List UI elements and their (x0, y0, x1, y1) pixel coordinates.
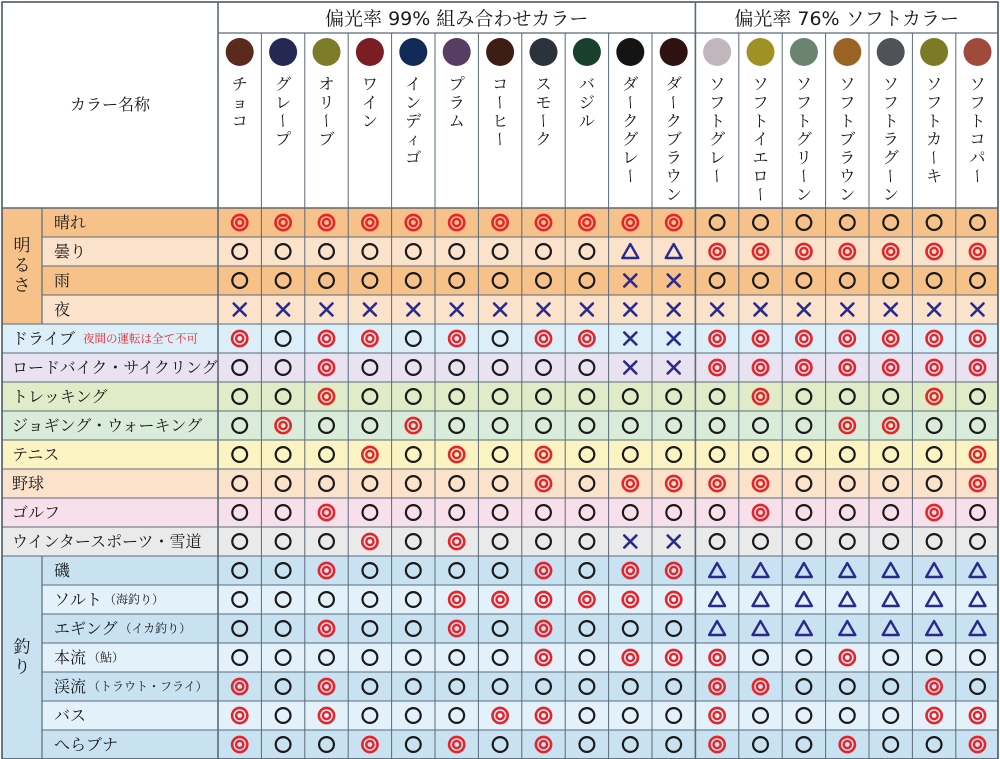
svg-text:バ: バ (578, 74, 595, 94)
svg-text:ダ: ダ (622, 74, 639, 94)
svg-text:ー: ー (881, 167, 901, 185)
color-swatch-6 (443, 38, 471, 66)
svg-text:コ: コ (231, 111, 248, 131)
row-background (2, 237, 998, 266)
row-note: （海釣り） (104, 592, 165, 607)
group1-title: 偏光率 99% 組み合わせカラー (325, 8, 589, 30)
svg-text:オ: オ (318, 74, 335, 94)
svg-text:ー: ー (490, 94, 510, 111)
svg-text:ン: ン (839, 184, 856, 204)
svg-text:フ: フ (882, 92, 899, 112)
color-swatch-3 (313, 38, 341, 66)
color-swatch-18 (964, 38, 992, 66)
svg-text:ソ: ソ (882, 74, 899, 94)
svg-text:ト: ト (839, 111, 856, 131)
svg-text:コ: コ (492, 74, 509, 94)
svg-text:フ: フ (709, 92, 726, 112)
row-note: 夜間の運転は全て不可 (83, 331, 199, 346)
row-background (2, 730, 998, 759)
svg-text:チ: チ (231, 74, 248, 94)
svg-text:ク: ク (535, 129, 552, 149)
color-swatch-12 (703, 38, 731, 66)
svg-text:ト: ト (795, 111, 812, 131)
svg-text:フ: フ (752, 92, 769, 112)
color-name-8 (534, 75, 553, 149)
color-name-9 (579, 75, 595, 131)
svg-text:ラ: ラ (882, 129, 899, 149)
row-label: ソルト （海釣り） (54, 590, 165, 609)
svg-text:デ: デ (405, 111, 422, 131)
svg-text:ム: ム (448, 111, 465, 131)
svg-text:ソ: ソ (795, 74, 812, 94)
svg-text:グ: グ (275, 74, 292, 94)
group-label-1 (14, 236, 31, 296)
row-label: ドライブ 夜間の運転は全て不可 (12, 329, 199, 348)
svg-text:グ: グ (795, 129, 812, 149)
svg-text:ト: ト (752, 111, 769, 131)
svg-text:ウ: ウ (665, 166, 682, 186)
svg-text:ン: ン (882, 184, 899, 204)
row-background (2, 440, 998, 469)
row-note: （トラウト・フライ） (88, 679, 208, 694)
svg-text:フ: フ (795, 92, 812, 112)
row-label: ゴルフ (12, 503, 61, 522)
color-name-16 (881, 75, 900, 204)
svg-text:レ: レ (622, 148, 639, 168)
svg-text:ソ: ソ (926, 74, 943, 94)
svg-text:ジ: ジ (578, 92, 595, 112)
color-swatch-9 (573, 38, 601, 66)
svg-text:レ: レ (275, 92, 292, 112)
svg-text:ー: ー (534, 112, 553, 129)
color-swatch-15 (833, 38, 861, 66)
color-name-7 (491, 75, 510, 148)
svg-text:レ: レ (709, 148, 726, 168)
color-swatch-10 (616, 38, 644, 66)
svg-text:ゴ: ゴ (405, 148, 422, 168)
svg-text:ソ: ソ (839, 74, 856, 94)
svg-text:ト: ト (709, 111, 726, 131)
svg-text:ー: ー (751, 186, 770, 203)
svg-text:ー: ー (317, 112, 336, 129)
color-swatch-13 (747, 38, 775, 66)
row-label: 本流 （鮎） (54, 648, 125, 667)
svg-text:ワ: ワ (361, 74, 378, 94)
svg-text:ラ: ラ (665, 148, 682, 168)
svg-text:ー: ー (620, 94, 640, 111)
color-swatch-14 (790, 38, 818, 66)
svg-text:ロ: ロ (752, 166, 769, 186)
color-swatch-17 (920, 38, 948, 66)
svg-text:ー: ー (273, 112, 293, 129)
svg-text:ー: ー (707, 167, 727, 185)
row-label: エギング （イカ釣り） (54, 619, 192, 638)
svg-text:ト: ト (969, 111, 986, 131)
svg-text:ー: ー (794, 167, 814, 185)
color-name-11 (664, 75, 683, 204)
svg-text:ー: ー (924, 149, 944, 166)
svg-text:エ: エ (752, 148, 769, 168)
color-swatch-8 (530, 38, 558, 66)
color-swatch-4 (356, 38, 384, 66)
color-name-5 (405, 75, 421, 168)
svg-text:ラ: ラ (448, 92, 465, 112)
svg-text:ン: ン (665, 184, 682, 204)
row-label: 晴れ (54, 213, 87, 232)
row-label: バス (54, 706, 87, 725)
svg-text:ー: ー (490, 131, 510, 148)
svg-text:フ: フ (839, 92, 856, 112)
row-background (2, 469, 998, 498)
row-label: トレッキング (12, 387, 108, 406)
svg-text:ヒ: ヒ (492, 111, 509, 131)
svg-text:ダ: ダ (665, 74, 682, 94)
color-swatch-16 (877, 38, 905, 66)
svg-text:グ: グ (882, 148, 899, 168)
color-swatch-7 (486, 38, 514, 66)
color-name-14 (794, 75, 813, 204)
svg-text:る: る (13, 256, 31, 276)
row-label: 雨 (54, 271, 71, 290)
row-background (2, 208, 998, 237)
color-swatch-1 (226, 38, 254, 66)
svg-text:ー: ー (968, 167, 987, 185)
group2-title: 偏光率 76% ソフトカラー (734, 8, 960, 30)
svg-text:イ: イ (361, 92, 378, 112)
row-background (2, 556, 998, 585)
svg-text:ー: ー (620, 167, 640, 185)
row-label: 野球 (12, 474, 45, 493)
svg-text:ク: ク (665, 111, 682, 131)
row-background (2, 498, 998, 527)
color-name-13 (751, 75, 770, 203)
row-label: ジョギング・ウォーキング (12, 416, 203, 435)
row-note: （鮎） (88, 650, 125, 665)
color-name-12 (708, 75, 727, 185)
row-label: 夜 (54, 300, 71, 319)
svg-text:イ: イ (405, 74, 422, 94)
svg-text:コ: コ (969, 129, 986, 149)
svg-text:ソ: ソ (752, 74, 769, 94)
color-name-6 (449, 75, 465, 131)
row-background (2, 701, 998, 730)
color-name-17 (925, 75, 944, 186)
svg-text:ブ: ブ (665, 129, 682, 149)
row-label: ロードバイク・サイクリング (12, 358, 218, 377)
svg-text:ン: ン (795, 184, 812, 204)
svg-text:ル: ル (578, 111, 595, 131)
row-background (2, 266, 998, 295)
row-label: 磯 (54, 561, 71, 580)
corner-label: カラー名称 (69, 95, 151, 114)
row-label: 曇り (54, 242, 87, 261)
svg-text:プ: プ (275, 129, 292, 149)
svg-text:キ: キ (926, 166, 943, 186)
svg-text:ト: ト (926, 111, 943, 131)
row-label: ウインタースポーツ・雪道 (12, 532, 202, 551)
row-label: 渓流 （トラウト・フライ） (54, 677, 208, 696)
svg-text:プ: プ (448, 74, 465, 94)
svg-text:明: 明 (13, 236, 31, 256)
svg-text:ョ: ョ (231, 92, 248, 112)
svg-text:釣: 釣 (13, 637, 31, 658)
svg-text:ブ: ブ (318, 129, 335, 149)
color-name-4 (362, 75, 378, 131)
row-label: テニス (12, 445, 60, 464)
svg-text:ー: ー (664, 94, 684, 111)
color-name-15 (839, 75, 855, 204)
svg-text:ブ: ブ (839, 129, 856, 149)
svg-text:ィ: ィ (405, 129, 422, 149)
color-swatch-5 (399, 38, 427, 66)
svg-text:ン: ン (361, 111, 378, 131)
svg-text:グ: グ (709, 129, 726, 149)
svg-text:さ: さ (13, 276, 31, 296)
row-note: （イカ釣り） (119, 621, 192, 636)
svg-text:リ: リ (795, 148, 812, 168)
row-label: へらブナ (54, 735, 119, 754)
svg-text:フ: フ (926, 92, 943, 112)
svg-text:ソ: ソ (969, 74, 986, 94)
color-name-2 (274, 75, 293, 149)
color-name-18 (968, 75, 987, 185)
svg-text:ト: ト (882, 111, 899, 131)
color-swatch-2 (269, 38, 297, 66)
svg-text:モ: モ (535, 92, 552, 112)
group-label-2 (14, 638, 31, 678)
svg-text:イ: イ (752, 129, 769, 149)
svg-text:グ: グ (622, 129, 639, 149)
svg-text:ラ: ラ (839, 148, 856, 168)
svg-text:り: り (13, 657, 31, 678)
row-background (2, 382, 998, 411)
svg-text:ク: ク (622, 111, 639, 131)
row-background (2, 643, 998, 672)
svg-text:パ: パ (969, 148, 986, 168)
color-name-10 (621, 75, 640, 185)
color-name-3 (317, 75, 336, 149)
svg-text:フ: フ (969, 92, 986, 112)
svg-text:リ: リ (318, 92, 335, 112)
color-name-1 (232, 75, 248, 131)
color-swatch-11 (660, 38, 688, 66)
svg-text:カ: カ (926, 129, 943, 149)
svg-text:ウ: ウ (839, 166, 856, 186)
svg-text:ソ: ソ (709, 74, 726, 94)
svg-text:ン: ン (405, 92, 422, 112)
svg-text:ス: ス (535, 74, 552, 94)
